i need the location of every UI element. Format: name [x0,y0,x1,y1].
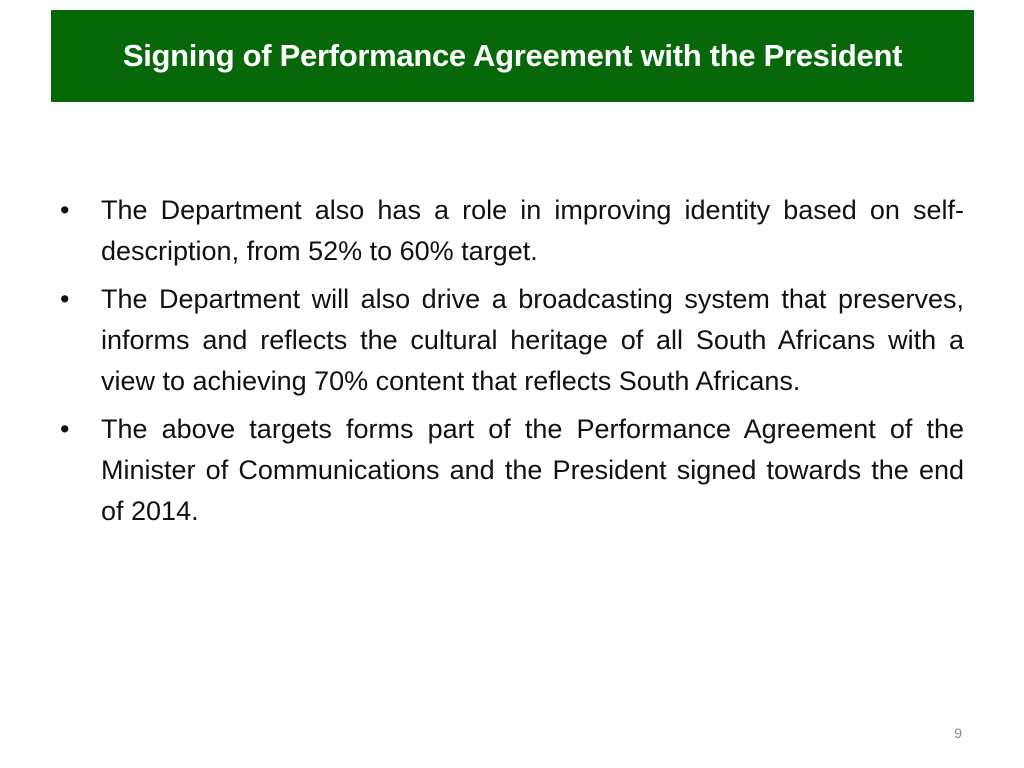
bullet-item [60,279,964,402]
page-number: 9 [954,725,962,741]
bullet-icon: • [60,414,70,444]
bullet-text: The above targets forms part of the Performance Agreement of the Minister of Communications and the President signed towards the end of 2014. [101,414,964,526]
bullet-text: The Department also has a role in improving identity based on self-description, from 52% to 60% target. [101,195,964,266]
bullet-icon: • [60,195,70,225]
bullet-text: The Department will also drive a broadcasting system that preserves, informs and reflects the cultural heritage of all South Africans with a view to achieving 70% content that reflects South Africans. [101,284,964,396]
slide-title: Signing of Performance Agreement with the President [122,38,903,73]
bullet-item [60,190,964,272]
bullet-list [60,190,964,539]
bullet-item [60,409,964,532]
title-bar [51,10,974,102]
bullet-icon: • [60,284,70,314]
